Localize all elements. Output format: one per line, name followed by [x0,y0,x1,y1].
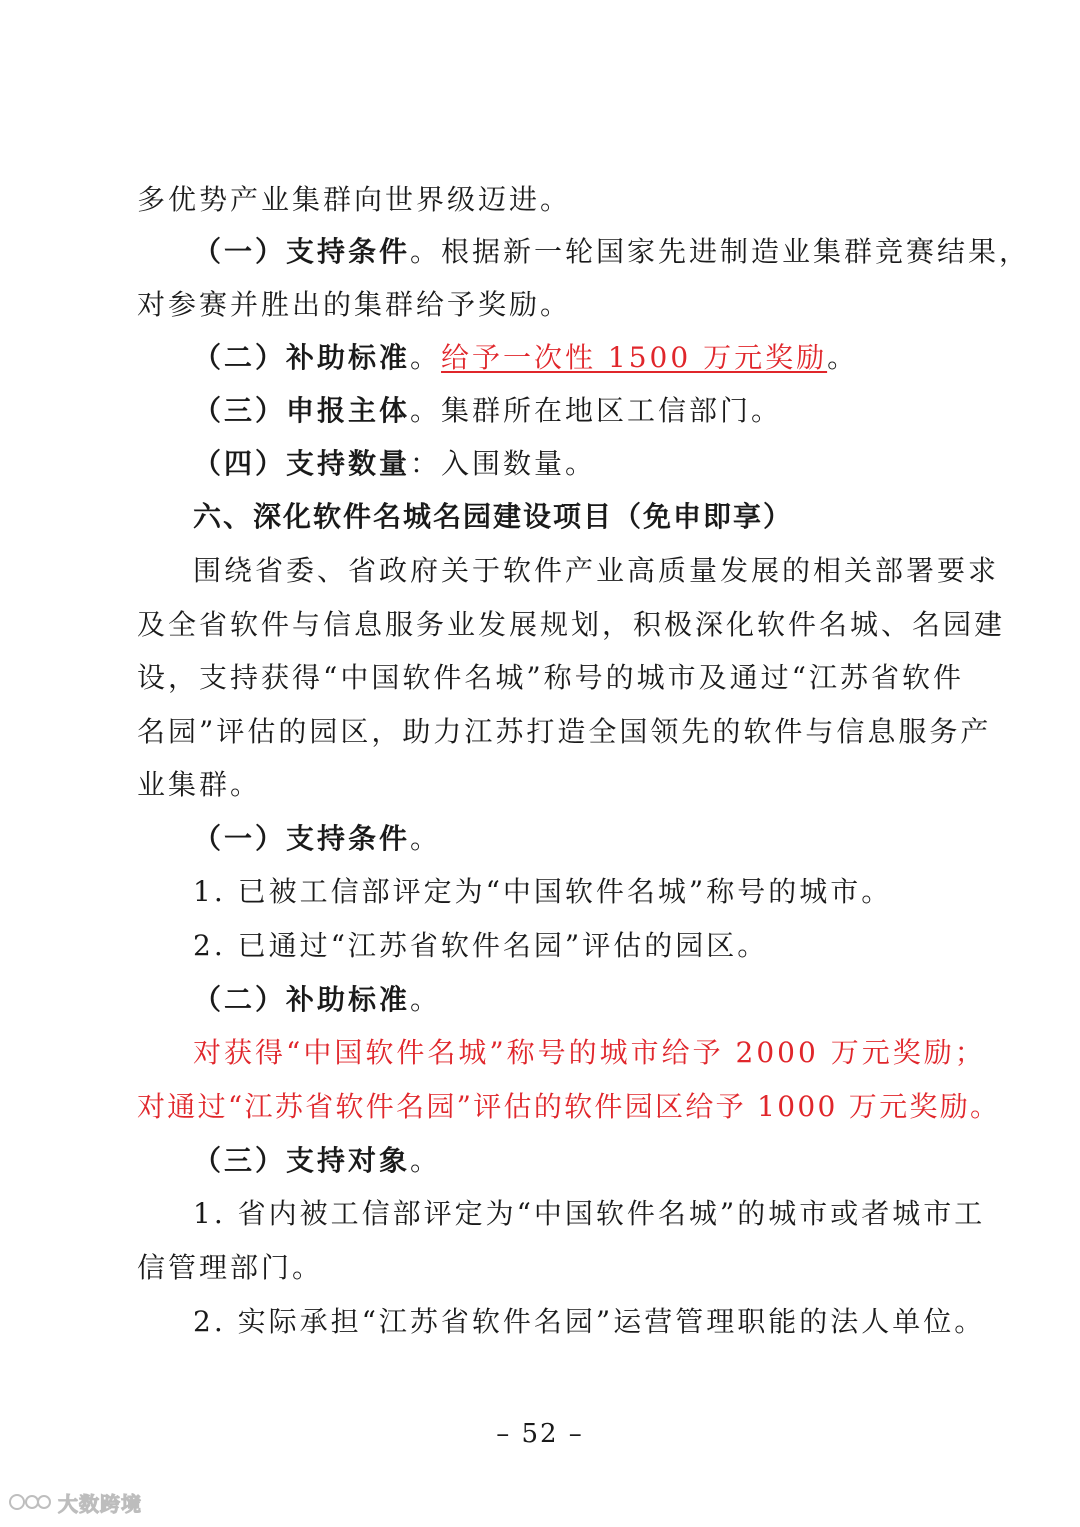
paragraph-line [137,605,1005,645]
subsection-line [193,232,1030,272]
highlighted-subsidy-text: 给予一次性 1500 万元奖励 [441,341,828,374]
subsection-line [193,444,596,484]
paragraph-line [137,285,571,325]
punctuation: 。 [410,341,442,374]
subsection-line [193,980,441,1020]
subsection-line [193,338,858,378]
section-title-text: 六、深化软件名城名园建设项目（免申即享） [193,500,794,533]
paragraph-line [137,180,571,220]
punctuation: 。 [410,983,442,1016]
paragraph-text: 对参赛并胜出的集群给予奖励。 [137,288,572,321]
paragraph-text: ：入围数量。 [410,447,597,480]
paragraph-line [137,658,964,698]
list-item-text: 2. 已通过“江苏省软件名园”评估的园区。 [193,929,769,962]
highlighted-paragraph-line [137,1087,1000,1127]
paragraph-text: 围绕省委、省政府关于软件产业高质量发展的相关部署要求 [193,554,1000,587]
paragraph-text: 设，支持获得“中国软件名城”称号的城市及通过“江苏省软件 [137,661,964,694]
list-item-text: 1. 已被工信部评定为“中国软件名城”称号的城市。 [193,875,893,908]
paragraph-line [193,551,999,591]
subsection-heading: （一）支持条件 [193,822,411,855]
punctuation: 。 [827,341,859,374]
highlighted-subsidy-text: 对获得“中国软件名城”称号的城市给予 2000 万元奖励； [193,1036,986,1069]
list-item-text: 信管理部门。 [137,1251,324,1284]
list-item-text: 1. 省内被工信部评定为“中国软件名城”的城市或者城市工 [193,1197,986,1230]
watermark [8,1488,142,1516]
paragraph-text: 业集群。 [137,768,262,801]
paragraph-line [137,765,261,805]
page-number: – 52 – [496,1419,584,1449]
subsection-heading: （二）补助标准 [193,983,411,1016]
sogou-style-logo-icon [8,1491,52,1513]
subsection-line [193,391,782,431]
subsection-line [193,819,441,859]
section-title [193,497,793,537]
paragraph-text: 。集群所在地区工信部门。 [410,394,783,427]
list-item [193,872,892,912]
paragraph-text: 。根据新一轮国家先进制造业集群竞赛结果， [410,235,1031,268]
highlighted-paragraph-line [193,1033,986,1073]
watermark-text: 大数跨境 [58,1491,142,1516]
punctuation: 。 [410,822,442,855]
list-item-text: 2. 实际承担“江苏省软件名园”运营管理职能的法人单位。 [193,1305,986,1338]
subsection-heading: （三）申报主体 [193,394,411,427]
list-item [193,926,768,966]
subsection-line [193,1141,441,1181]
highlighted-subsidy-text: 对通过“江苏省软件名园”评估的软件园区给予 1000 万元奖励。 [137,1090,1001,1123]
paragraph-line [137,712,991,752]
subsection-heading: （三）支持对象 [193,1144,411,1177]
list-item-continuation [137,1248,323,1288]
subsection-heading: （四）支持数量 [193,447,411,480]
subsection-heading: （一）支持条件 [193,235,411,268]
paragraph-text: 及全省软件与信息服务业发展规划，积极深化软件名城、名园建 [137,608,1006,641]
paragraph-text: 多优势产业集群向世界级迈进。 [137,183,572,216]
punctuation: 。 [410,1144,442,1177]
list-item [193,1302,985,1342]
list-item [193,1194,985,1234]
subsection-heading: （二）补助标准 [193,341,411,374]
paragraph-text: 名园”评估的园区，助力江苏打造全国领先的软件与信息服务产 [137,715,992,748]
